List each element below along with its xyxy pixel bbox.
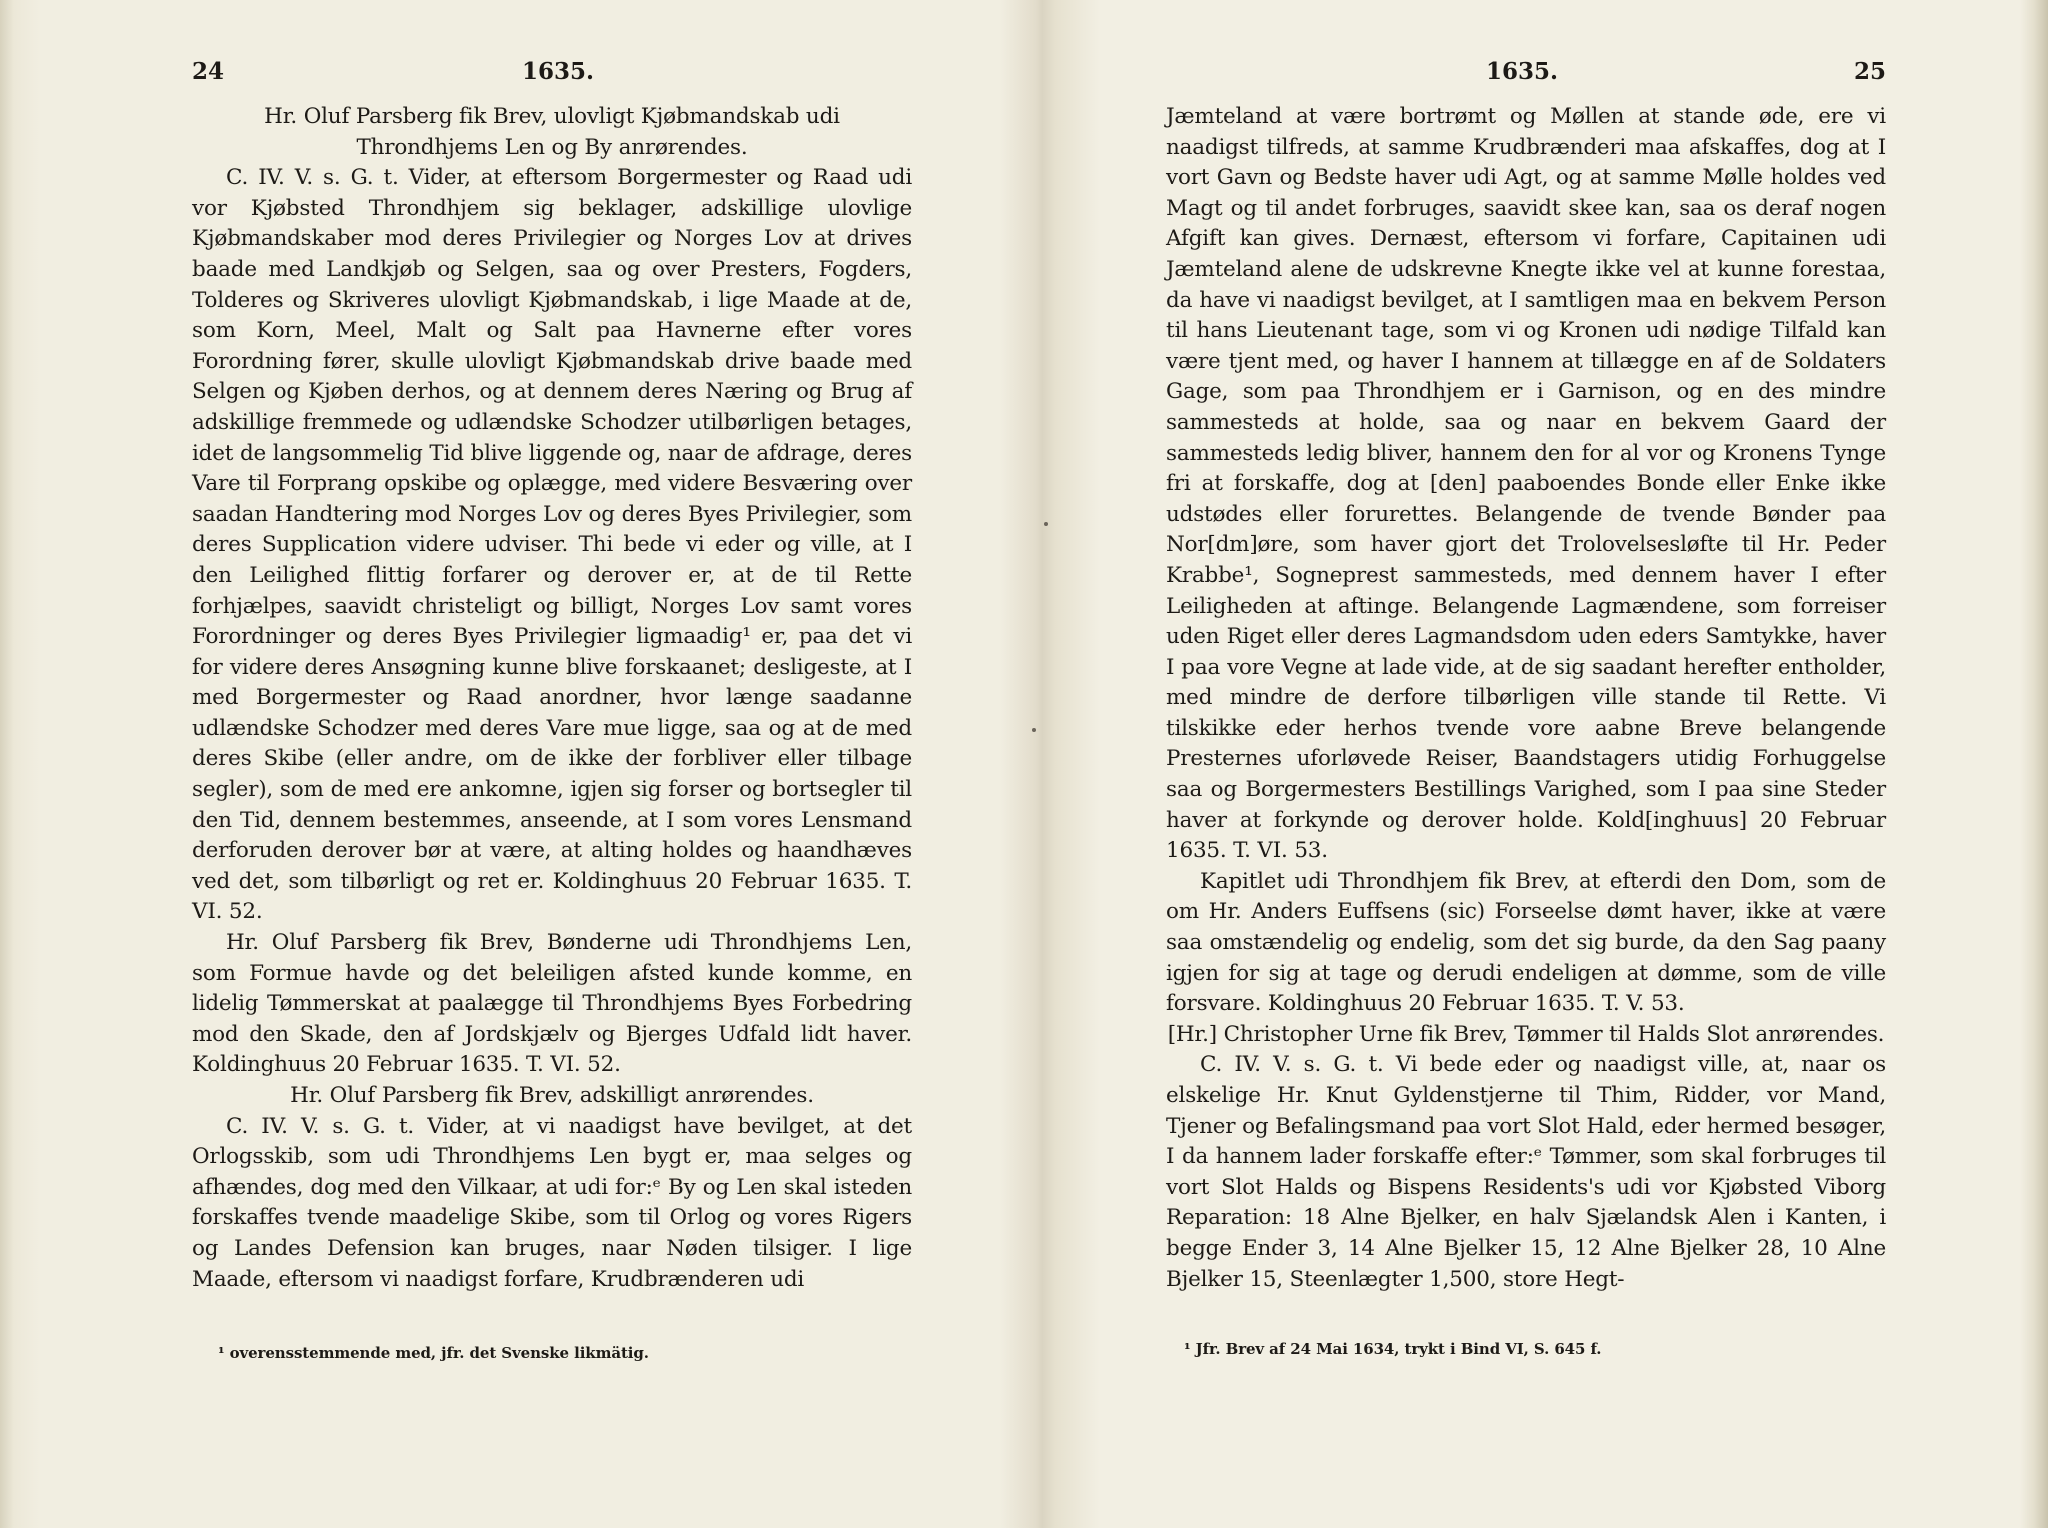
left-running-head xyxy=(192,58,912,94)
page-number: 24 xyxy=(192,58,225,85)
paragraph: Kapitlet udi Throndhjem fik Brev, at efterdi den Dom, som de om Hr. Anders Euffsens (sic) Forseelse dømt haver, ikke at være saa omstændelig og endelig, som det sig burde, da den Sag paany igjen for sig at tage og derudi endeligen at dømme, som de ville forsvare. Koldinghuus 20 Februar 1635. T. V. 53. xyxy=(1166,868,1886,1017)
paragraph: Jæmteland at være bortrømt og Møllen at stande øde, ere vi naadigst tilfreds, at samme Krudbrænderi maa afskaffes, dog at I vort Gavn og Bedste haver udi Agt, og at samme Mølle holdes ved Magt og til andet forbruges, saavidt skee kan, saa os deraf nogen Afgift kan gives. Dernæst, eftersom vi forfare, Capitainen udi Jæmteland alene de udskrevne Knegte ikke vel at kunne forestaa, da have vi naadigst bevilget, at I samtligen maa en bekvem Person til hans Lieutenant tage, som vi og Kronen udi nødige Tilfald kan være tjent med, og haver I hannem at tillægge en af de Soldaters Gage, som paa Throndhjem er i Garnison, og en des mindre sammesteds at holde, saa og naar en bekvem Gaard der sammesteds ledig bliver, hannem den for al vor og Kronens Tynge fri at forskaffe, dog at [den] paaboendes Bonde eller Enke ikke udstødes eller forurettes. Belangende de tvende Bønder paa Nor[dm]øre, som haver gjort det Trolovelsesløfte til Hr. Peder Krabbe¹, Sogneprest sammesteds, med dennem haver I efter Leiligheden at aftinge. Belangende Lagmændene, som forreiser uden Riget eller deres Lagmandsdom uden eders Samtykke, haver I paa vore Vegne at lade vide, at de sig saadant herefter entholder, med mindre de derfore tilbørligen ville stande til Rette. Vi tilskikke eder herhos tvende vore aabne Breve belangende Presternes uforløvede Reiser, Baandstagers utidig Forhuggelse saa og Borgermesters Bestillings Varighed, som I paa sine Steder haver at forkynde og derover holde. Kold[inghuus] 20 Februar 1635. T. VI. 53. xyxy=(1166,104,1886,864)
page-number: 25 xyxy=(1853,58,1886,85)
paper-speck xyxy=(1044,522,1048,526)
footnote: ¹ overensstemmende med, jfr. det Svenske likmätig. xyxy=(218,1344,649,1362)
left-page xyxy=(192,58,912,1378)
letter-heading: [Hr.] Christopher Urne fik Brev, Tømmer til Halds Slot anrørendes. xyxy=(1167,1021,1885,1047)
paper-speck xyxy=(1032,728,1036,732)
paragraph: C. IV. V. s. G. t. Vider, at eftersom Borgermester og Raad udi vor Kjøbsted Throndhjem sig beklager, adskillige ulovlige Kjøbmandskaber mod deres Privilegier og Norges Lov at drives baade med Landkjøb og Selgen, saa og over Presters, Fogders, Tolderes og Skriveres ulovligt Kjøbmandskab, i lige Maade at de, som Korn, Meel, Malt og Salt paa Havnerne efter vores Forordning fører, skulle ulovligt Kjøbmandskab drive baade med Selgen og Kjøben derhos, og at dennem deres Næring og Brug af adskillige fremmede og udlændske Schodzer utilbørligen betages, idet de langsommelig Tid blive liggende og, naar de afdrage, deres Vare til Forprang opskibe og oplægge, med videre Besværing over saadan Handtering mod Norges Lov og deres Byes Privilegier, som deres Supplication videre udviser. Thi bede vi eder og ville, at I den Leilighed flittig forfarer og derover er, at de til Rette forhjælpes, saavidt christeligt og billigt, Norges Lov samt vores Forordninger og deres Byes Privilegier ligmaadig¹ er, paa det vi for videre deres Ansøgning kunne blive forskaanet; desligeste, at I med Borgermester og Raad anordner, hvor længe saadanne udlændske Schodzer med deres Vare mue ligge, saa og at de med deres Skibe (eller andre, om de ikke der forbliver eller tilbage segler), som de med ere ankomne, igjen sig forser og bortsegler til den Tid, dennem bestemmes, anseende, at I som vores Lensmand derforuden derover bør at være, at alting holdes og haandhæves ved det, som tilbørligt og ret er. Koldinghuus 20 Februar 1635. T. VI. 52. xyxy=(192,165,912,925)
footnote: ¹ Jfr. Brev af 24 Mai 1634, trykt i Bind VI, S. 645 f. xyxy=(1184,1340,1602,1358)
paragraph: C. IV. V. s. G. t. Vider, at vi naadigst have bevilget, at det Orlogsskib, som udi Throndhjems Len bygt er, maa selges og afhændes, dog med den Vilkaar, at udi for:ᵉ By og Len skal isteden forskaffes tvende maadelige Skibe, som til Orlog og vores Rigers og Landes Defension kan bruges, naar Nøden tilsiger. I lige Maade, eftersom vi naadigst forfare, Krudbrænderen udi xyxy=(192,1113,912,1292)
running-year: 1635. xyxy=(522,58,595,85)
right-body-text xyxy=(1166,102,1886,1295)
right-page xyxy=(1166,58,1886,1378)
paragraph: C. IV. V. s. G. t. Vi bede eder og naadigst ville, at, naar os elskelige Hr. Knut Gyldenstjerne til Thim, Ridder, vor Mand, Tjener og Befalingsmand paa vort Slot Hald, eder hermed besøger, I da hannem lader forskaffe efter:ᵉ Tømmer, som skal forbruges til vort Slot Halds og Bispens Residents's udi vor Kjøbsted Viborg Reparation: 18 Alne Bjelker, en halv Sjælandsk Alen i Kanten, i begge Ender 3, 14 Alne Bjelker 15, 12 Alne Bjelker 28, 10 Alne Bjelker 15, Steenlægter 1,500, store Hegt- xyxy=(1166,1052,1886,1292)
right-running-head xyxy=(1166,58,1886,94)
paragraph: Hr. Oluf Parsberg fik Brev, Bønderne udi Throndhjems Len, som Formue havde og det beleiligen afsted kunde komme, en lidelig Tømmerskat at paalægge til Throndhjems Byes Forbedring mod den Skade, den af Jordskjælv og Bjerges Udfald lidt haver. Koldinghuus 20 Februar 1635. T. VI. 52. xyxy=(192,930,912,1078)
letter-heading: Hr. Oluf Parsberg fik Brev, ulovligt Kjøbmandskab udi Throndhjems Len og By anrørendes. xyxy=(264,104,840,160)
left-body-text xyxy=(192,102,912,1295)
running-year: 1635. xyxy=(1486,58,1559,85)
letter-heading: Hr. Oluf Parsberg fik Brev, adskilligt anrørendes. xyxy=(290,1083,814,1108)
